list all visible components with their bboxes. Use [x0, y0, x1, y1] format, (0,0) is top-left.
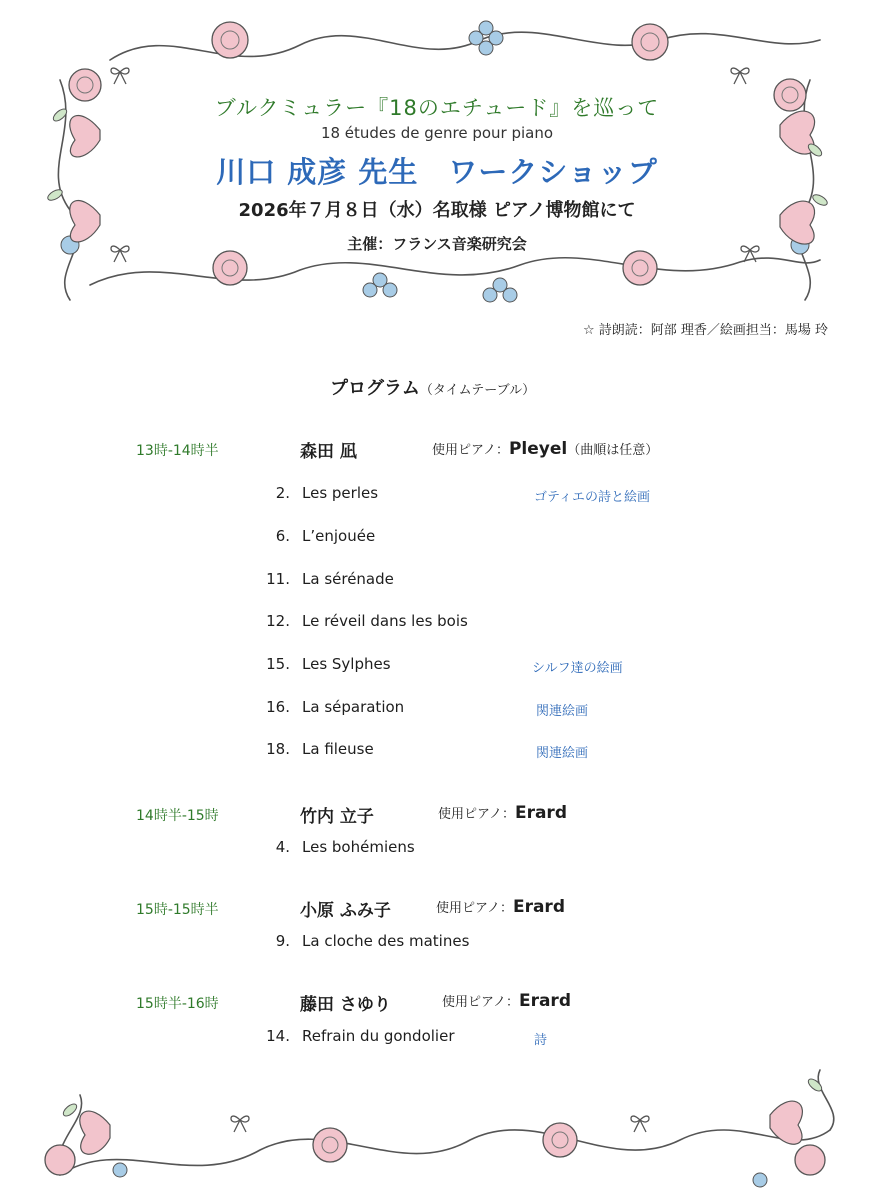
vine-bottom — [60, 1130, 830, 1175]
rose-flower — [212, 22, 248, 58]
piece-title: Les bohémiens — [302, 838, 415, 856]
rose-flower — [543, 1123, 577, 1157]
rose-flower — [45, 1145, 75, 1175]
piece-number: 4. — [275, 838, 290, 856]
performer-name: 小原 ふみ子 — [300, 901, 391, 921]
piece-title: La séparation — [302, 698, 405, 716]
program-heading — [330, 374, 535, 400]
rose-flower — [623, 251, 657, 285]
piece-note: ゴティエの詩と絵画 — [534, 490, 650, 505]
piece-number: 2. — [275, 484, 290, 502]
piano-info — [432, 439, 658, 459]
piece-number: 14. — [266, 1027, 290, 1045]
piece-title: L’enjouée — [302, 527, 376, 545]
piano-name: Erard — [514, 803, 567, 823]
rose-flower — [213, 251, 247, 285]
piece-title: Le réveil dans les bois — [302, 612, 468, 630]
piece-note: シルフ達の絵画 — [532, 661, 623, 676]
piece-number: 11. — [266, 570, 290, 588]
performer-name: 竹内 立子 — [300, 807, 374, 827]
workshop-title: 川口 成彦 先生 ワークショップ — [216, 155, 658, 189]
piece-note: 関連絵画 — [536, 704, 589, 719]
piece-title: La fileuse — [302, 740, 374, 758]
piano-note: （曲順は任意） — [567, 443, 659, 458]
session-time: 15時-15時半 — [136, 902, 219, 918]
rose-flower — [313, 1128, 347, 1162]
vine-top-lower — [90, 258, 820, 285]
piano-name: Erard — [512, 897, 565, 917]
piece-title: La sérénade — [302, 570, 394, 588]
session-time: 13時-14時半 — [136, 443, 219, 459]
rose-flower — [795, 1145, 825, 1175]
piece-number: 16. — [266, 698, 290, 716]
piece-title: La cloche des matines — [302, 932, 470, 950]
session-time: 15時半-16時 — [136, 996, 219, 1012]
date-venue: 2026年７月８日（水）名取様 ピアノ博物館にて — [238, 200, 636, 221]
piano-info — [442, 991, 571, 1011]
performer-name: 藤田 さゆり — [300, 995, 391, 1015]
organizer: 主催：フランス音楽研究会 — [347, 235, 527, 253]
piano-label: 使用ピアノ： — [432, 443, 509, 458]
ribbon-bows — [111, 68, 759, 1132]
piano-info — [438, 803, 567, 823]
piano-name: Erard — [518, 991, 571, 1011]
piano-label: 使用ピアノ： — [438, 807, 515, 822]
piece-title: Refrain du gondolier — [302, 1027, 455, 1045]
credits: ☆ 詩朗読：阿部 理香／絵画担当：馬場 玲 — [582, 323, 828, 338]
piece-number: 6. — [275, 527, 290, 545]
butterfly — [80, 1111, 110, 1154]
series-title: ブルクミュラー『18のエチュード』を巡って — [214, 96, 660, 120]
piece-number: 9. — [275, 932, 290, 950]
piece-note: 詩 — [534, 1033, 548, 1048]
piece-title: Les Sylphes — [302, 655, 391, 673]
piece-title: Les perles — [302, 484, 379, 502]
piece-number: 15. — [266, 655, 290, 673]
program-subtitle: （タイムテーブル） — [419, 383, 536, 398]
program-title: プログラム — [330, 378, 420, 399]
piano-name: Pleyel — [508, 439, 568, 459]
piece-note: 関連絵画 — [536, 746, 589, 761]
vine-bottom-right — [818, 1070, 834, 1130]
piece-number: 18. — [266, 740, 290, 758]
session-time: 14時半-15時 — [136, 808, 219, 824]
rose-flower — [632, 24, 668, 60]
piano-label: 使用ピアノ： — [436, 901, 513, 916]
piano-label: 使用ピアノ： — [442, 995, 519, 1010]
piano-info — [436, 897, 565, 917]
subtitle: 18 études de genre pour piano — [320, 124, 554, 142]
performer-name: 森田 凪 — [300, 442, 357, 462]
piece-number: 12. — [266, 612, 290, 630]
